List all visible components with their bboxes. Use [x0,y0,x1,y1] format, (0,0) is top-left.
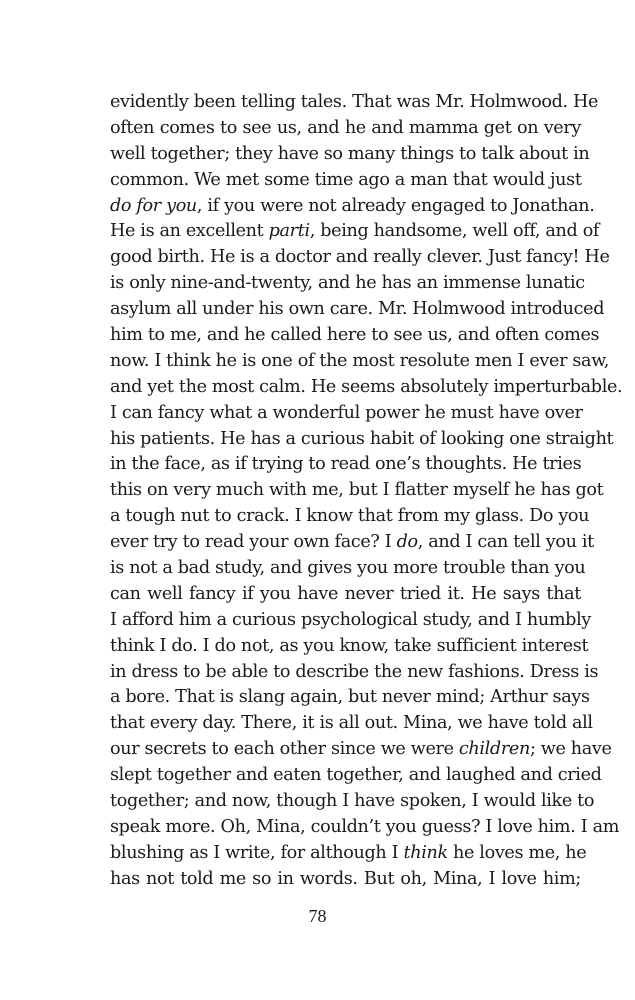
text-segment: often comes to see us, and he and mamma get on very [110,117,581,138]
text-line [110,608,591,634]
text-segment: and yet the most calm. He seems absolutely imperturbable. [110,376,623,397]
text-segment: good birth. He is a doctor and really clever. Just fancy! He [110,247,610,268]
text-line [110,763,602,789]
text-segment: in dress to be able to describe the new fashions. Dress is [110,661,599,682]
text-segment: he loves me, he [447,842,587,863]
text-line [110,271,585,297]
text-segment: a bore. That is slang again, but never mind; Arthur says [110,687,590,708]
text-segment: can well fancy if you have never tried it. He says that [110,583,581,604]
text-line [110,297,605,323]
text-line [110,401,581,427]
text-segment: , and I can tell you it [417,532,594,553]
text-segment: a tough nut to crack. I know that from my glass. Do you [110,506,590,527]
text-line [110,789,595,815]
text-segment: our secrets to each other since we were [110,739,459,760]
text-line [110,194,595,220]
text-line [110,504,590,530]
italic-text: parti [268,221,310,242]
text-segment: ; we have [529,739,612,760]
text-line [110,737,612,763]
text-segment: that every day. There, it is all out. Mina, we have told all [110,713,593,734]
text-line [110,660,599,686]
text-line [110,634,589,660]
italic-text: do [396,532,418,553]
text-line [110,582,581,608]
text-segment: asylum all under his own care. Mr. Holmwood introduced [110,299,605,320]
text-line [110,90,599,116]
text-line [110,168,581,194]
text-segment: this on very much with me, but I flatter myself he has got [110,480,604,501]
text-segment: is not a bad study, and gives you more trouble than you [110,558,586,579]
text-line [110,452,581,478]
text-line [110,349,610,375]
text-line [110,685,590,711]
text-segment: speak more. Oh, Mina, couldn’t you guess? I love him. I am [110,816,620,837]
text-line [110,556,586,582]
text-segment: slept together and eaten together, and laughed and cried [110,765,602,786]
text-segment: together; and now, though I have spoken, I would like to [110,791,595,812]
italic-text: do for you [110,195,197,216]
text-line [110,116,581,142]
italic-text: think [403,842,448,863]
text-segment: , being handsome, well off, and of [309,221,600,242]
text-segment: blushing as I write, for although I [110,842,404,863]
text-line [110,427,614,453]
text-segment: has not told me so in words. But oh, Mina, I love him; [110,868,581,889]
text-line [110,375,623,401]
text-segment: common. We met some time ago a man that would just [110,169,582,190]
text-segment: is only nine-and-twenty, and he has an immense lunatic [110,273,585,294]
text-segment: I can fancy what a wonderful power he must have over [110,402,583,423]
text-segment: well together; they have so many things to talk about in [110,143,590,164]
body-text [110,90,623,893]
text-segment: , if you were not already engaged to Jonathan. [196,195,595,216]
page-number: 78 [308,906,327,926]
text-line [110,478,604,504]
text-line [110,815,620,841]
text-line [110,530,594,556]
text-segment: ever try to read your own face? I [110,532,397,553]
text-line [110,323,600,349]
text-line [110,219,600,245]
text-segment: He is an excellent [110,221,269,242]
text-segment: I afford him a curious psychological study, and I humbly [110,609,591,630]
text-line [110,711,593,737]
text-segment: evidently been telling tales. That was Mr. Holmwood. He [110,92,599,112]
text-segment: his patients. He has a curious habit of looking one straight [110,428,614,449]
text-segment: in the face, as if trying to read one’s thoughts. He tries [110,454,582,475]
text-segment: him to me, and he called here to see us, and often comes [110,325,600,346]
italic-text: children [458,739,530,760]
text-line [110,245,610,271]
text-line [110,142,590,168]
text-line [110,841,587,867]
text-line [110,867,581,893]
text-segment: now. I think he is one of the most resolute men I ever saw, [110,350,610,371]
text-segment: think I do. I do not, as you know, take sufficient interest [110,635,589,656]
